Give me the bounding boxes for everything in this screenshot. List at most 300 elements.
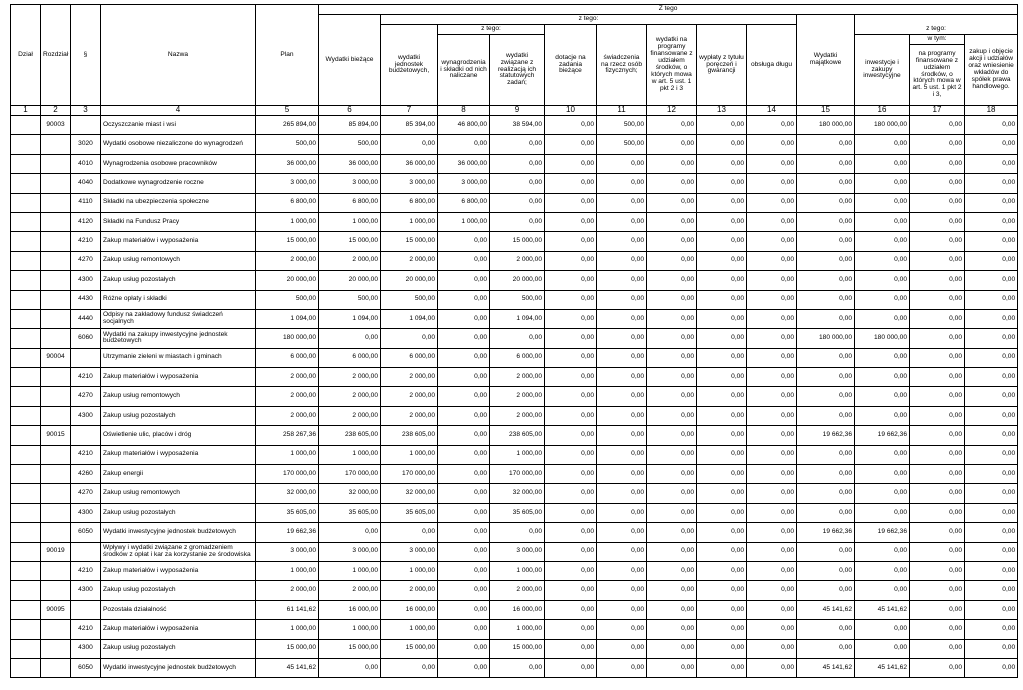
cell-rozdzial	[41, 368, 71, 387]
cell-dzial	[11, 561, 41, 580]
cell-amount: 0,00	[910, 309, 965, 328]
cell-amount: 0,00	[597, 329, 647, 348]
cell-amount: 0,00	[647, 309, 697, 328]
cell-paragraf: 4260	[71, 465, 101, 484]
cell-amount: 0,00	[747, 658, 797, 677]
cell-amount: 0,00	[697, 658, 747, 677]
cell-amount: 0,00	[597, 465, 647, 484]
cell-amount: 0,00	[545, 523, 597, 542]
cell-amount: 15 000,00	[490, 639, 545, 658]
col-wydatki-biezace-header: Wydatki bieżące	[319, 15, 381, 106]
col-number: 1	[11, 106, 41, 116]
cell-amount: 0,00	[697, 212, 747, 231]
cell-dzial	[11, 154, 41, 173]
cell-amount: 0,00	[438, 329, 490, 348]
cell-amount: 20 000,00	[381, 271, 438, 290]
cell-amount: 0,00	[545, 193, 597, 212]
cell-amount: 0,00	[647, 639, 697, 658]
col-number: 4	[101, 106, 256, 116]
cell-amount: 0,00	[597, 212, 647, 231]
cell-dzial	[11, 426, 41, 445]
cell-rozdzial: 90004	[41, 348, 71, 367]
table-row	[11, 212, 1018, 231]
cell-amount: 6 000,00	[381, 348, 438, 367]
cell-amount: 0,00	[797, 251, 855, 270]
cell-paragraf: 4300	[71, 271, 101, 290]
cell-amount: 3 000,00	[381, 542, 438, 561]
cell-amount: 0,00	[855, 251, 910, 270]
cell-amount: 0,00	[545, 348, 597, 367]
cell-amount: 45 141,62	[855, 658, 910, 677]
cell-amount: 0,00	[797, 154, 855, 173]
cell-amount: 0,00	[965, 309, 1018, 328]
cell-amount: 0,00	[597, 484, 647, 503]
table-row	[11, 193, 1018, 212]
cell-amount: 0,00	[438, 600, 490, 619]
table-row	[11, 542, 1018, 561]
col-number: 10	[545, 106, 597, 116]
table-row	[11, 639, 1018, 658]
cell-amount: 0,00	[545, 581, 597, 600]
cell-amount: 38 594,00	[490, 116, 545, 135]
cell-rozdzial	[41, 271, 71, 290]
cell-nazwa: Zakup usług remontowych	[101, 251, 256, 270]
cell-amount: 0,00	[747, 193, 797, 212]
cell-amount: 1 000,00	[319, 212, 381, 231]
cell-amount: 45 141,62	[256, 658, 319, 677]
cell-amount: 0,00	[965, 212, 1018, 231]
cell-amount: 0,00	[545, 174, 597, 193]
cell-nazwa: Zakup materiałów i wyposażenia	[101, 561, 256, 580]
cell-amount: 0,00	[855, 290, 910, 309]
cell-rozdzial	[41, 639, 71, 658]
cell-amount: 0,00	[597, 154, 647, 173]
cell-amount: 0,00	[747, 251, 797, 270]
cell-dzial	[11, 348, 41, 367]
cell-amount: 0,00	[910, 368, 965, 387]
cell-amount: 0,00	[797, 581, 855, 600]
cell-amount: 0,00	[597, 523, 647, 542]
cell-amount: 19 662,36	[855, 523, 910, 542]
cell-amount: 0,00	[910, 503, 965, 522]
cell-amount: 0,00	[965, 658, 1018, 677]
cell-paragraf: 4210	[71, 445, 101, 464]
cell-amount: 0,00	[545, 368, 597, 387]
cell-amount: 0,00	[697, 387, 747, 406]
cell-paragraf: 4040	[71, 174, 101, 193]
cell-amount: 2 000,00	[256, 406, 319, 425]
cell-dzial	[11, 251, 41, 270]
cell-amount: 0,00	[747, 639, 797, 658]
cell-amount: 0,00	[855, 271, 910, 290]
table-row	[11, 251, 1018, 270]
cell-amount: 0,00	[910, 135, 965, 154]
cell-amount: 0,00	[597, 445, 647, 464]
table-row	[11, 658, 1018, 677]
cell-amount: 3 000,00	[256, 542, 319, 561]
table-row	[11, 561, 1018, 580]
cell-amount: 0,00	[697, 154, 747, 173]
cell-amount: 0,00	[597, 620, 647, 639]
cell-rozdzial	[41, 503, 71, 522]
cell-amount: 0,00	[319, 523, 381, 542]
cell-amount: 0,00	[910, 639, 965, 658]
cell-amount: 0,00	[965, 484, 1018, 503]
cell-amount: 1 000,00	[381, 620, 438, 639]
cell-amount: 0,00	[545, 658, 597, 677]
cell-amount: 16 000,00	[381, 600, 438, 619]
cell-amount: 0,00	[597, 309, 647, 328]
cell-amount: 0,00	[855, 193, 910, 212]
cell-amount: 0,00	[545, 426, 597, 445]
col-number: 18	[965, 106, 1018, 116]
cell-paragraf: 3020	[71, 135, 101, 154]
cell-amount: 16 000,00	[319, 600, 381, 619]
cell-amount: 0,00	[545, 290, 597, 309]
cell-amount: 0,00	[965, 639, 1018, 658]
cell-amount: 0,00	[747, 212, 797, 231]
cell-amount: 0,00	[797, 309, 855, 328]
cell-amount: 36 000,00	[438, 154, 490, 173]
table-row	[11, 329, 1018, 348]
cell-amount: 0,00	[965, 193, 1018, 212]
cell-amount: 0,00	[910, 212, 965, 231]
cell-amount: 0,00	[965, 465, 1018, 484]
cell-rozdzial	[41, 329, 71, 348]
cell-dzial	[11, 232, 41, 251]
cell-amount: 0,00	[647, 193, 697, 212]
cell-dzial	[11, 600, 41, 619]
cell-amount: 0,00	[797, 387, 855, 406]
cell-amount: 0,00	[855, 581, 910, 600]
cell-amount: 0,00	[697, 581, 747, 600]
cell-amount: 0,00	[647, 290, 697, 309]
jednostek-z-tego-header: z tego:	[438, 25, 545, 35]
table-row	[11, 271, 1018, 290]
cell-amount: 238 605,00	[319, 426, 381, 445]
table-row	[11, 445, 1018, 464]
cell-amount: 0,00	[438, 368, 490, 387]
cell-amount: 0,00	[797, 212, 855, 231]
cell-amount: 0,00	[797, 445, 855, 464]
cell-amount: 0,00	[747, 484, 797, 503]
cell-amount: 2 000,00	[319, 387, 381, 406]
cell-amount: 170 000,00	[256, 465, 319, 484]
cell-amount: 0,00	[647, 620, 697, 639]
cell-amount: 0,00	[747, 465, 797, 484]
col-number: 17	[910, 106, 965, 116]
cell-amount: 500,00	[597, 116, 647, 135]
cell-amount: 1 000,00	[319, 445, 381, 464]
cell-amount: 0,00	[747, 329, 797, 348]
cell-amount: 0,00	[597, 271, 647, 290]
cell-dzial	[11, 193, 41, 212]
col-number: 8	[438, 106, 490, 116]
cell-amount: 3 000,00	[381, 174, 438, 193]
cell-paragraf: 4210	[71, 620, 101, 639]
cell-amount: 0,00	[965, 620, 1018, 639]
cell-amount: 0,00	[381, 135, 438, 154]
cell-amount: 2 000,00	[319, 251, 381, 270]
cell-dzial	[11, 542, 41, 561]
cell-amount: 3 000,00	[490, 542, 545, 561]
cell-amount: 0,00	[747, 523, 797, 542]
cell-amount: 0,00	[747, 154, 797, 173]
cell-amount: 45 141,62	[797, 658, 855, 677]
cell-amount: 500,00	[319, 135, 381, 154]
cell-amount: 500,00	[256, 135, 319, 154]
cell-amount: 0,00	[965, 368, 1018, 387]
cell-amount: 0,00	[747, 290, 797, 309]
cell-amount: 15 000,00	[490, 232, 545, 251]
cell-amount: 0,00	[965, 290, 1018, 309]
cell-amount: 0,00	[438, 639, 490, 658]
cell-amount: 32 000,00	[490, 484, 545, 503]
cell-amount: 0,00	[545, 232, 597, 251]
cell-amount: 2 000,00	[490, 251, 545, 270]
cell-dzial	[11, 639, 41, 658]
table-row	[11, 406, 1018, 425]
col-wynagrodzenia-header: wynagrodzenia i składki od nich naliczane	[438, 35, 490, 106]
cell-amount: 0,00	[910, 406, 965, 425]
col-wydatki-zadan-header: wydatki związane z realizacją ich statutowych zadań;	[490, 35, 545, 106]
col-nazwa-header: Nazwa	[101, 5, 256, 106]
cell-nazwa: Zakup usług pozostałych	[101, 406, 256, 425]
column-number-row	[11, 106, 1018, 116]
cell-amount: 0,00	[747, 309, 797, 328]
cell-rozdzial	[41, 232, 71, 251]
cell-amount: 0,00	[965, 600, 1018, 619]
cell-amount: 0,00	[647, 523, 697, 542]
cell-amount: 0,00	[490, 174, 545, 193]
cell-paragraf: 4270	[71, 387, 101, 406]
cell-amount: 0,00	[545, 465, 597, 484]
cell-amount: 0,00	[697, 465, 747, 484]
cell-paragraf: 4120	[71, 212, 101, 231]
z-tego-header: Z tego	[319, 5, 1018, 15]
cell-amount: 0,00	[697, 600, 747, 619]
cell-paragraf: 4440	[71, 309, 101, 328]
cell-nazwa: Zakup materiałów i wyposażenia	[101, 445, 256, 464]
cell-amount: 6 800,00	[438, 193, 490, 212]
cell-amount: 0,00	[597, 290, 647, 309]
cell-amount: 0,00	[965, 348, 1018, 367]
cell-amount: 0,00	[647, 561, 697, 580]
cell-amount: 0,00	[855, 465, 910, 484]
cell-amount: 19 662,36	[855, 426, 910, 445]
cell-amount: 2 000,00	[319, 581, 381, 600]
cell-amount: 1 000,00	[381, 212, 438, 231]
cell-amount: 19 662,36	[797, 426, 855, 445]
cell-nazwa: Zakup usług pozostałych	[101, 271, 256, 290]
cell-amount: 0,00	[855, 174, 910, 193]
cell-amount: 0,00	[438, 465, 490, 484]
cell-amount: 0,00	[597, 174, 647, 193]
cell-nazwa: Zakup energii	[101, 465, 256, 484]
cell-amount: 180 000,00	[855, 329, 910, 348]
cell-amount: 3 000,00	[319, 174, 381, 193]
cell-nazwa: Utrzymanie zieleni w miastach i gminach	[101, 348, 256, 367]
cell-amount: 0,00	[697, 561, 747, 580]
cell-amount: 0,00	[597, 232, 647, 251]
cell-amount: 0,00	[797, 639, 855, 658]
cell-dzial	[11, 387, 41, 406]
col-inwestycje-header: inwestycje i zakupy inwestycyjne	[855, 35, 910, 106]
cell-nazwa: Dodatkowe wynagrodzenie roczne	[101, 174, 256, 193]
cell-amount: 0,00	[965, 271, 1018, 290]
cell-amount: 1 000,00	[256, 561, 319, 580]
cell-rozdzial	[41, 406, 71, 425]
table-row	[11, 116, 1018, 135]
cell-dzial	[11, 620, 41, 639]
cell-amount: 0,00	[647, 135, 697, 154]
cell-amount: 16 000,00	[490, 600, 545, 619]
cell-amount: 0,00	[438, 232, 490, 251]
majatkowe-z-tego-header: z tego:	[855, 25, 1018, 35]
cell-amount: 0,00	[647, 445, 697, 464]
cell-amount: 1 094,00	[256, 309, 319, 328]
cell-amount: 238 605,00	[490, 426, 545, 445]
cell-paragraf	[71, 600, 101, 619]
cell-amount: 0,00	[910, 251, 965, 270]
cell-amount: 0,00	[647, 329, 697, 348]
cell-amount: 0,00	[910, 426, 965, 445]
cell-paragraf: 4270	[71, 484, 101, 503]
cell-amount: 2 000,00	[256, 581, 319, 600]
cell-amount: 0,00	[797, 271, 855, 290]
cell-amount: 0,00	[647, 465, 697, 484]
cell-paragraf: 4210	[71, 368, 101, 387]
cell-amount: 0,00	[855, 542, 910, 561]
cell-amount: 0,00	[910, 387, 965, 406]
cell-amount: 500,00	[381, 290, 438, 309]
cell-amount: 0,00	[797, 174, 855, 193]
cell-amount: 0,00	[597, 639, 647, 658]
cell-amount: 0,00	[747, 348, 797, 367]
cell-amount: 0,00	[545, 542, 597, 561]
cell-amount: 0,00	[965, 561, 1018, 580]
cell-nazwa: Wydatki osobowe niezaliczone do wynagrodzeń	[101, 135, 256, 154]
cell-rozdzial	[41, 251, 71, 270]
cell-amount: 3 000,00	[438, 174, 490, 193]
cell-amount: 0,00	[855, 135, 910, 154]
cell-amount: 19 662,36	[256, 523, 319, 542]
cell-rozdzial: 90095	[41, 600, 71, 619]
cell-dzial	[11, 309, 41, 328]
cell-amount: 0,00	[597, 193, 647, 212]
col-number: 7	[381, 106, 438, 116]
table-row	[11, 426, 1018, 445]
cell-amount: 0,00	[545, 309, 597, 328]
cell-amount: 180 000,00	[256, 329, 319, 348]
cell-amount: 2 000,00	[319, 368, 381, 387]
cell-amount: 0,00	[597, 561, 647, 580]
cell-amount: 0,00	[438, 620, 490, 639]
table-row	[11, 387, 1018, 406]
cell-amount: 0,00	[697, 426, 747, 445]
cell-amount: 45 141,62	[797, 600, 855, 619]
cell-dzial	[11, 523, 41, 542]
cell-rozdzial	[41, 290, 71, 309]
cell-nazwa: Zakup usług remontowych	[101, 484, 256, 503]
col-number: 2	[41, 106, 71, 116]
cell-amount: 0,00	[438, 523, 490, 542]
cell-amount: 0,00	[438, 290, 490, 309]
col-paragraf-header: §	[71, 5, 101, 106]
cell-amount: 0,00	[965, 426, 1018, 445]
cell-amount: 0,00	[647, 387, 697, 406]
cell-amount: 0,00	[438, 542, 490, 561]
cell-amount: 1 000,00	[438, 212, 490, 231]
cell-rozdzial	[41, 309, 71, 328]
col-majatkowe-header: Wydatki majątkowe	[797, 15, 855, 106]
cell-amount: 0,00	[647, 348, 697, 367]
cell-amount: 170 000,00	[319, 465, 381, 484]
cell-amount: 2 000,00	[256, 368, 319, 387]
cell-rozdzial	[41, 465, 71, 484]
cell-dzial	[11, 658, 41, 677]
cell-amount: 0,00	[855, 309, 910, 328]
cell-amount: 0,00	[697, 484, 747, 503]
cell-amount: 0,00	[855, 232, 910, 251]
cell-nazwa: Wydatki inwestycyjne jednostek budżetowych	[101, 658, 256, 677]
cell-amount: 265 894,00	[256, 116, 319, 135]
cell-amount: 1 094,00	[490, 309, 545, 328]
cell-rozdzial	[41, 387, 71, 406]
cell-amount: 0,00	[965, 174, 1018, 193]
cell-amount: 3 000,00	[319, 542, 381, 561]
cell-amount: 32 000,00	[256, 484, 319, 503]
cell-amount: 1 000,00	[381, 445, 438, 464]
cell-nazwa: Zakup usług pozostałych	[101, 581, 256, 600]
col-wydatki-jednostek-header: wydatki jednostek budżetowych,	[381, 25, 438, 106]
cell-amount: 0,00	[797, 561, 855, 580]
cell-amount: 0,00	[797, 368, 855, 387]
cell-amount: 0,00	[597, 600, 647, 619]
cell-amount: 6 000,00	[256, 348, 319, 367]
table-row	[11, 523, 1018, 542]
cell-amount: 0,00	[910, 581, 965, 600]
cell-amount: 0,00	[910, 523, 965, 542]
cell-rozdzial	[41, 154, 71, 173]
cell-amount: 0,00	[319, 329, 381, 348]
cell-amount: 0,00	[647, 581, 697, 600]
table-row	[11, 600, 1018, 619]
cell-amount: 0,00	[545, 387, 597, 406]
cell-amount: 35 605,00	[490, 503, 545, 522]
cell-amount: 0,00	[597, 406, 647, 425]
cell-amount: 0,00	[438, 271, 490, 290]
cell-rozdzial: 90015	[41, 426, 71, 445]
cell-amount: 0,00	[797, 503, 855, 522]
majatkowe-z-tego-spacer	[855, 15, 1018, 25]
cell-amount: 0,00	[545, 484, 597, 503]
cell-amount: 0,00	[965, 406, 1018, 425]
cell-amount: 0,00	[490, 658, 545, 677]
cell-amount: 0,00	[697, 523, 747, 542]
col-programy-majatkowe-header: na programy finansowane z udziałem środków, o których mowa w art. 5 ust. 1 pkt 2 i 3,	[910, 45, 965, 106]
cell-amount: 0,00	[697, 116, 747, 135]
cell-amount: 0,00	[438, 387, 490, 406]
cell-amount: 0,00	[797, 465, 855, 484]
table-row	[11, 232, 1018, 251]
col-number: 12	[647, 106, 697, 116]
cell-amount: 0,00	[545, 251, 597, 270]
cell-amount: 0,00	[438, 658, 490, 677]
cell-amount: 0,00	[697, 445, 747, 464]
cell-amount: 0,00	[910, 445, 965, 464]
cell-amount: 0,00	[490, 154, 545, 173]
